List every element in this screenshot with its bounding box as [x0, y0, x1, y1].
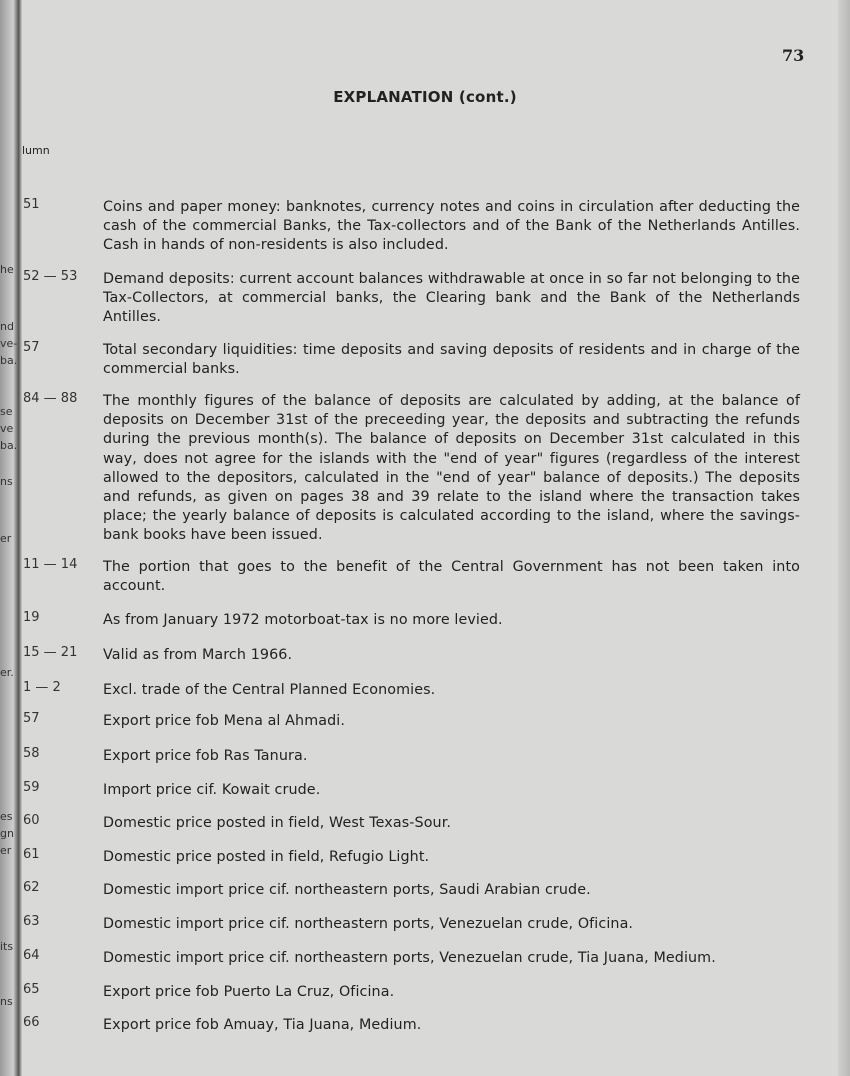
margin-fragment: ve: [0, 422, 14, 435]
margin-fragment: ba.: [0, 439, 18, 452]
entry-text: Export price fob Ras Tanura.: [103, 748, 308, 764]
page-number: 73: [782, 46, 805, 65]
entry-text: Export price fob Amuay, Tia Juana, Medium.: [103, 1017, 422, 1033]
margin-fragment: nd: [0, 320, 14, 333]
column-number: 11 — 14: [23, 557, 78, 572]
entry-text: Domestic price posted in field, West Texas-Sour.: [103, 815, 452, 831]
column-number: 59: [23, 780, 40, 795]
column-number: 64: [23, 948, 40, 963]
entry-text: The portion that goes to the benefit of the Central Government has not been taken into account.: [103, 559, 800, 595]
margin-fragment: ba.: [0, 354, 18, 367]
margin-fragment: er: [0, 844, 12, 857]
column-number: 1 — 2: [23, 680, 61, 695]
column-number: 58: [23, 746, 40, 761]
entry-text: As from January 1972 motorboat-tax is no more levied.: [103, 612, 503, 628]
column-number: 62: [23, 880, 40, 895]
entry-text: Import price cif. Kowait crude.: [103, 782, 321, 798]
margin-fragment: ns: [0, 995, 13, 1008]
margin-fragment: se: [0, 405, 13, 418]
margin-fragment: er.: [0, 666, 14, 679]
entry-text: Domestic import price cif. northeastern ports, Venezuelan crude, Oficina.: [103, 916, 634, 932]
entry-text: Export price fob Puerto La Cruz, Oficina.: [103, 984, 395, 1000]
column-header: lumn: [22, 144, 50, 157]
margin-fragment: er: [0, 532, 12, 545]
column-number: 60: [23, 813, 40, 828]
entry-text: Total secondary liquidities: time deposits and saving deposits of residents and in charge of the commercial banks.: [103, 342, 800, 378]
margin-fragment: he: [0, 263, 14, 276]
column-number: 52 — 53: [23, 269, 78, 284]
column-number: 51: [23, 197, 40, 212]
column-number: 65: [23, 982, 40, 997]
margin-fragment: its: [0, 940, 14, 953]
margin-fragment: es: [0, 810, 13, 823]
entry-text: Domestic import price cif. northeastern ports, Venezuelan crude, Tia Juana, Medium.: [103, 950, 716, 966]
entry-text: The monthly figures of the balance of deposits are calculated by adding, at the balance of deposits on December 31st of the preceeding year, the deposits and subtracting the refunds during the previous month(s). The balance of deposits on December 31st calculated in this way, does not agree for the islands with the "end of year" figures (regardless of the interest allowed to the depositors, calculated in the "end of year" balance of deposits.) The deposits and refunds, as given on pages 38 and 39 relate to the island where the transaction takes place; the yearly balance of deposits is calculated according to the island, where the savings-bank books have been issued.: [103, 393, 800, 544]
page-edge: [838, 0, 850, 1076]
entry-text: Excl. trade of the Central Planned Economies.: [103, 682, 436, 698]
margin-fragment: ve-: [0, 337, 18, 350]
column-number: 63: [23, 914, 40, 929]
entry-text: Coins and paper money: banknotes, currency notes and coins in circulation after deducting the cash of the commercial Banks, the Tax-collectors and of the Bank of the Netherlands Antilles. Cash in hands of non-residents is also included.: [103, 199, 800, 254]
margin-fragment: ns: [0, 475, 13, 488]
column-number: 66: [23, 1015, 40, 1030]
entry-text: Valid as from March 1966.: [103, 647, 293, 663]
margin-fragment: gn: [0, 827, 14, 840]
entry-text: Domestic import price cif. northeastern ports, Saudi Arabian crude.: [103, 882, 591, 898]
column-number: 57: [23, 711, 40, 726]
page-title: EXPLANATION (cont.): [333, 88, 517, 106]
entry-text: Export price fob Mena al Ahmadi.: [103, 713, 345, 729]
column-number: 19: [23, 610, 40, 625]
entry-text: Domestic price posted in field, Refugio Light.: [103, 849, 430, 865]
entry-text: Demand deposits: current account balances withdrawable at once in so far not belonging to the Tax-Collectors, at commercial banks, the Clearing bank and the Bank of the Netherlands Antilles.: [103, 271, 800, 326]
column-number: 57: [23, 340, 40, 355]
column-number: 84 — 88: [23, 391, 78, 406]
column-number: 15 — 21: [23, 645, 78, 660]
column-number: 61: [23, 847, 40, 862]
